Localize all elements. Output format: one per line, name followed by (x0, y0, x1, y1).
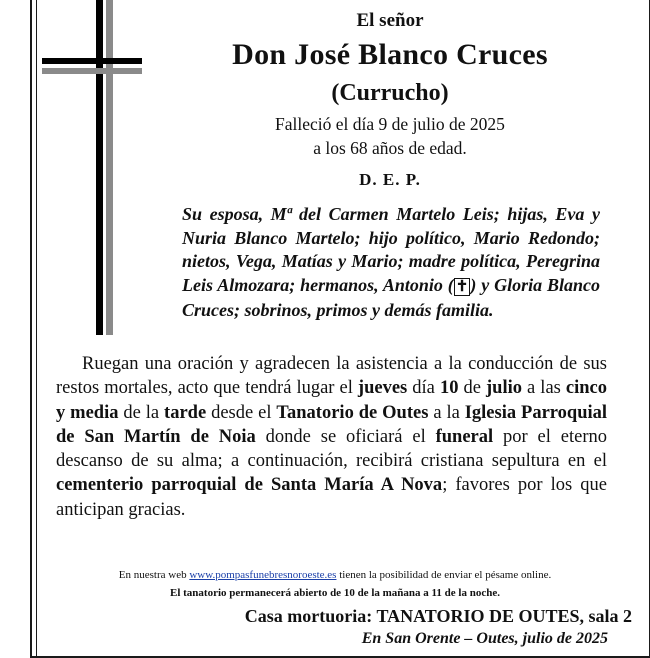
age-at-death: a los 68 años de edad. (313, 138, 467, 158)
body-bold: 10 (439, 378, 459, 399)
honorific: El señor (356, 10, 424, 31)
cross-vertical-black (96, 0, 103, 335)
body-text: día (407, 378, 440, 399)
website-link[interactable]: www.pompasfunebresnoroeste.es (189, 569, 337, 581)
body-text: de (458, 378, 487, 399)
family-text-1: Su esposa, Mª del Carmen Martelo Leis; hijas, Eva y Nuria Blanco Martelo; hijo político, Mario Redondo; nietos, Vega, Matías y Mario; madre política, Peregrina Leis Almozara; hermanos, Antonio ( (182, 204, 600, 295)
deceased-name: Don José Blanco Cruces (232, 38, 548, 71)
family-text-2: ) y Gloria Blanco Cruces; sobrinos, primos y demás familia. (182, 274, 600, 321)
body-bold: tarde (164, 402, 207, 423)
body-bold: funeral (435, 426, 494, 447)
web-suffix: tienen la posibilidad de enviar el pésame online. (336, 569, 552, 581)
body-bold: jueves (357, 378, 408, 399)
body-text: Ruegan una oración y agradecen la asistencia a la conducción de sus restos mortales, acto que tendrá lugar el (56, 354, 607, 399)
body-bold: cementerio parroquial de Santa María A Nova (56, 475, 443, 496)
body-text: a la (428, 402, 465, 423)
body-bold: julio (486, 378, 522, 399)
cross-vertical-gray (106, 0, 113, 335)
cross-icon (38, 0, 142, 340)
cross-horizontal-black (42, 58, 142, 64)
body-text: ; favores por los que anticipan gracias. (56, 475, 608, 520)
body-bold: cinco y media (56, 378, 608, 423)
body-text: donde se oficiará el (255, 426, 436, 447)
family-list (182, 203, 600, 323)
body-text: desde el (206, 402, 277, 423)
death-date: Falleció el día 9 de julio de 2025 (275, 114, 505, 134)
body-text: por el eterno descanso de su alma; a continuación, recibirá cristiana sepultura en el (56, 426, 607, 472)
body-bold: Iglesia Parroquial de San Martín de Noia (56, 402, 608, 447)
web-notice (40, 569, 630, 581)
body-bold: Tanatorio de Outes (276, 402, 429, 423)
opening-hours: El tanatorio permanecerá abierto de 10 de la mañana a 11 de la noche. (170, 587, 500, 599)
place-date: En San Orente – Outes, julio de 2025 (361, 630, 608, 647)
deceased-cross-icon: ✝ (455, 278, 469, 295)
rip-label: D. E. P. (359, 170, 421, 189)
cross-horizontal-gray (42, 68, 142, 74)
web-prefix: En nuestra web (118, 569, 190, 581)
ceremony-details (56, 352, 607, 522)
nickname: (Currucho) (331, 80, 449, 106)
body-text: de la (118, 402, 165, 423)
funeral-home: Casa mortuoria: TANATORIO DE OUTES, sala 2 (244, 606, 632, 626)
body-text: a las (522, 378, 566, 399)
